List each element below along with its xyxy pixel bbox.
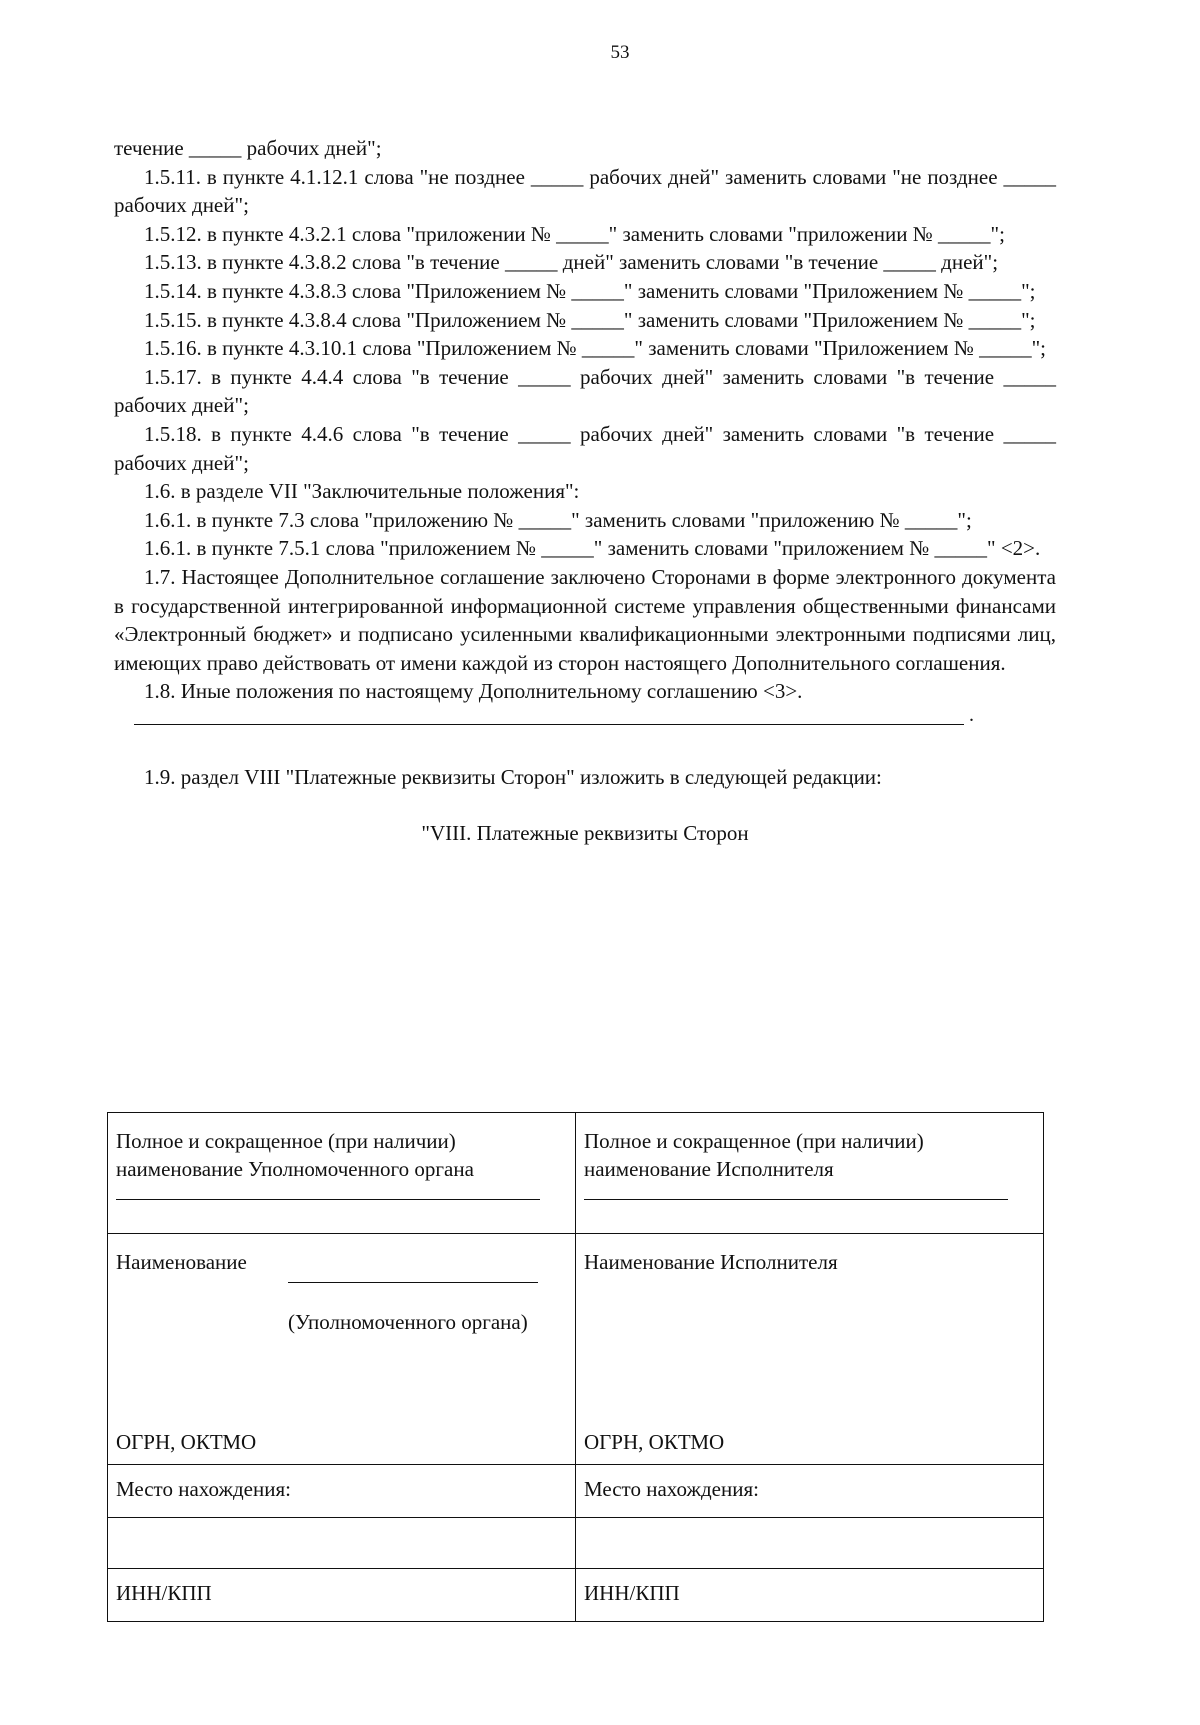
authority-empty-cell xyxy=(108,1518,576,1569)
authority-location-cell xyxy=(108,1465,576,1518)
contractor-name-cell xyxy=(576,1234,1044,1465)
blank-fill-line xyxy=(134,704,974,727)
paragraph-1-5-13: 1.5.13. в пункте 4.3.8.2 слова "в течение _____ дней" заменить словами "в течение _____ дней"; xyxy=(144,250,999,275)
blank-line-end: . xyxy=(969,704,974,727)
contractor-inn-label: ИНН/КПП xyxy=(584,1581,680,1605)
page-number: 53 xyxy=(610,42,630,63)
contractor-header-cell xyxy=(576,1113,1044,1234)
table-row-location xyxy=(108,1465,1044,1518)
authority-ogrn-label: ОГРН, ОКТМО xyxy=(116,1430,257,1454)
contractor-header-text: Полное и сокращенное (при наличии) наименование Исполнителя xyxy=(584,1129,924,1181)
paragraph-1-6: 1.6. в разделе VII "Заключительные положения": xyxy=(144,479,580,504)
authority-name-fill-line xyxy=(288,1282,538,1283)
table-row-header xyxy=(108,1113,1044,1234)
contractor-header-fill-line xyxy=(584,1195,1008,1200)
contractor-inn-cell xyxy=(576,1569,1044,1622)
paragraph-1-5-15: 1.5.15. в пункте 4.3.8.4 слова "Приложением № _____" заменить словами "Приложением № _____"; xyxy=(144,307,1036,332)
authority-name-cell xyxy=(108,1234,576,1465)
contractor-ogrn-label: ОГРН, ОКТМО xyxy=(584,1430,725,1454)
paragraph-1-5-18: 1.5.18. в пункте 4.4.6 слова "в течение _____ рабочих дней" заменить словами "в течение _____ рабочих дней"; xyxy=(114,421,1056,475)
payment-details-table xyxy=(107,1112,1044,1622)
contractor-location-label: Место нахождения: xyxy=(584,1477,759,1501)
contractor-location-cell xyxy=(576,1465,1044,1518)
authority-inn-cell xyxy=(108,1569,576,1622)
document-body xyxy=(114,134,1056,848)
authority-inn-label: ИНН/КПП xyxy=(116,1581,212,1605)
section-heading: "VIII. Платежные реквизиты Сторон xyxy=(421,821,749,846)
authority-header-fill-line xyxy=(116,1195,540,1200)
paragraph-1-5-14: 1.5.14. в пункте 4.3.8.3 слова "Приложением № _____" заменить словами "Приложением № _____"; xyxy=(144,278,1036,303)
paragraph-1-5-16: 1.5.16. в пункте 4.3.10.1 слова "Приложением № _____" заменить словами "Приложением № _____"; xyxy=(144,336,1047,361)
authority-name-label: Наименование xyxy=(116,1250,247,1274)
table-row-inn xyxy=(108,1569,1044,1622)
table-row-name xyxy=(108,1234,1044,1465)
authority-name-sublabel: (Уполномоченного органа) xyxy=(288,1310,528,1334)
paragraph-1-7: 1.7. Настоящее Дополнительное соглашение заключено Сторонами в форме электронного документа в государственной интегрированной информационной системе управления общественными финансами «Электронный бюджет» и подписано усиленными квалификационными электронными подписями лиц, имеющих право действовать от имени каждой из сторон настоящего Дополнительного соглашения. xyxy=(114,564,1056,675)
authority-header-cell xyxy=(108,1113,576,1234)
paragraph-1-5-12: 1.5.12. в пункте 4.3.2.1 слова "приложении № _____" заменить словами "приложении № _____"; xyxy=(144,221,1005,246)
table-row-empty xyxy=(108,1518,1044,1569)
paragraph-1-6-1-b: 1.6.1. в пункте 7.5.1 слова "приложением № _____" заменить словами "приложением № _____" <2>. xyxy=(144,536,1041,561)
section-intro: 1.9. раздел VIII "Платежные реквизиты Сторон" изложить в следующей редакции: xyxy=(144,764,882,789)
paragraph-1-6-1-a: 1.6.1. в пункте 7.3 слова "приложению № _____" заменить словами "приложению № _____"; xyxy=(144,507,972,532)
paragraph-1-5-11: 1.5.11. в пункте 4.1.12.1 слова "не позднее _____ рабочих дней" заменить словами "не позднее _____ рабочих дней"; xyxy=(114,164,1056,218)
authority-location-label: Место нахождения: xyxy=(116,1477,291,1501)
paragraph-1-5-17: 1.5.17. в пункте 4.4.4 слова "в течение _____ рабочих дней" заменить словами "в течение _____ рабочих дней"; xyxy=(114,364,1056,418)
paragraph-continuation: течение _____ рабочих дней"; xyxy=(114,136,382,160)
contractor-empty-cell xyxy=(576,1518,1044,1569)
authority-header-text: Полное и сокращенное (при наличии) наименование Уполномоченного органа xyxy=(116,1129,474,1181)
paragraph-1-8: 1.8. Иные положения по настоящему Дополнительному соглашению <3>. xyxy=(144,679,803,704)
contractor-name-label: Наименование Исполнителя xyxy=(584,1250,838,1274)
